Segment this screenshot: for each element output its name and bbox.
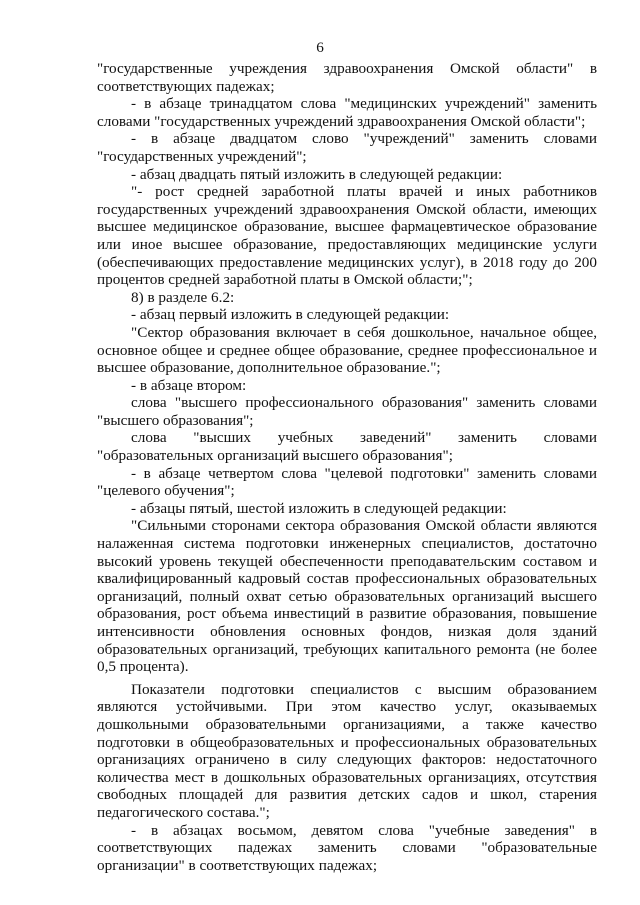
- paragraph: - в абзацах восьмом, девятом слова "учебные заведения" в соответствующих падежах заменить словами "образовательные организации" в соответствующих падежах;: [97, 821, 597, 874]
- page-number: 6: [316, 39, 324, 56]
- paragraph: слова "высших учебных заведений" заменить словами "образовательных организаций высшего образования";: [97, 429, 597, 465]
- paragraph: "- рост средней заработной платы врачей и иных работников государственных учреждений здравоохранения Омской области, имеющих высшее медицинское образование, высшее фармацевтическое образование или иное высшее образование, предоставляющих медицинские услуги (обеспечивающих предоставление медицинских услуг), в 2018 году до 200 процентов средней заработной платы в Омской области;";: [97, 183, 597, 289]
- paragraph: - абзац двадцать пятый изложить в следующей редакции:: [131, 165, 503, 183]
- document-body: [97, 60, 597, 874]
- paragraph: Показатели подготовки специалистов с высшим образованием являются устойчивыми. При этом качество услуг, оказываемых дошкольными образовательными организациями, а также качество подготовки в общеобразовательных и профессиональных образовательных организациях ограничено в силу следующих факторов: недостаточного количества мест в дошкольных образовательных организациях, отсутствия свободных площадей для развития детских садов и школ, старения педагогического состава.";: [97, 680, 597, 821]
- paragraph: - в абзаце четвертом слова "целевой подготовки" заменить словами "целевого обучения";: [97, 464, 597, 500]
- paragraph: "Сильными сторонами сектора образования Омской области являются налаженная система подготовки инженерных специалистов, достаточно высокий уровень текущей обеспеченности преподавательским составом и квалифицированный кадровый состав профессиональных образовательных организаций, полный охват сетью образовательных организаций высшего образования, рост объема инвестиций в развитие образования, повышение интенсивности обновления основных фондов, низкая доля зданий образовательных организаций, требующих капитального ремонта (не более 0,5 процента).: [97, 517, 597, 676]
- paragraph: "Сектор образования включает в себя дошкольное, начальное общее, основное общее и среднее общее образование, среднее профессиональное и высшее образование, дополнительное образование.";: [97, 323, 597, 377]
- paragraph: "государственные учреждения здравоохранения Омской области" в соответствующих падежах;: [97, 60, 597, 95]
- paragraph: - в абзаце двадцатом слово "учреждений" заменить словами "государственных учреждений";: [97, 130, 597, 165]
- paragraph: слова "высшего профессионального образования" заменить словами "высшего образования";: [97, 394, 597, 429]
- paragraph: - в абзаце втором:: [131, 376, 247, 394]
- paragraph: - в абзаце тринадцатом слова "медицинских учреждений" заменить словами "государственных учреждений здравоохранения Омской области";: [97, 95, 597, 130]
- paragraph: - абзацы пятый, шестой изложить в следующей редакции:: [131, 499, 507, 517]
- paragraph: 8) в разделе 6.2:: [131, 288, 235, 306]
- paragraph: - абзац первый изложить в следующей редакции:: [131, 306, 450, 324]
